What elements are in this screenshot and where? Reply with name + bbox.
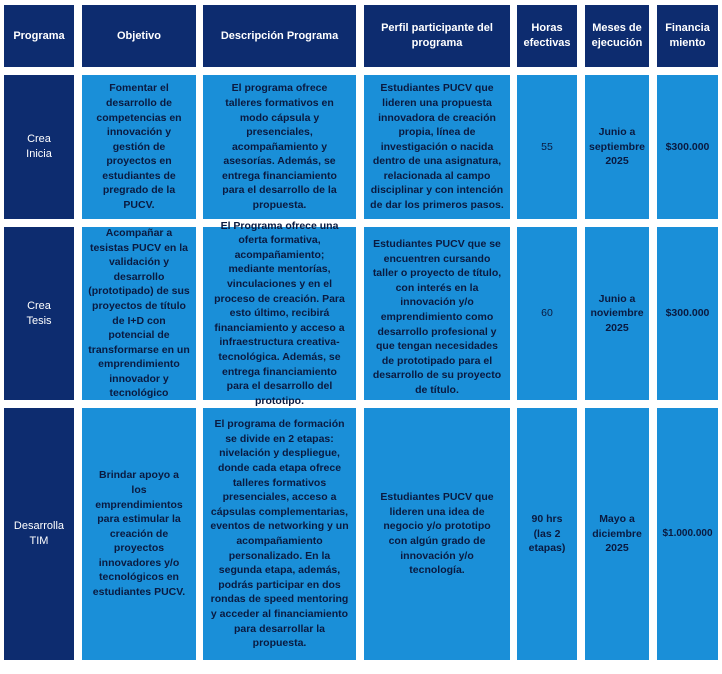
header-meses: Meses de ejecución — [585, 5, 649, 67]
header-perfil: Perfil participante del programa — [364, 5, 510, 67]
row-programa-crea-tesis: Crea Tesis — [4, 227, 74, 400]
row-financiamiento-crea-inicia: $300.000 — [657, 75, 718, 219]
header-horas: Horas efectivas — [517, 5, 577, 67]
row-perfil-crea-tesis: Estudiantes PUCV que se encuentren cursando taller o proyecto de título, con interés en la innovación y/o emprendimiento como desarrollo profesional y que tengan necesidades de prototipado para el desarrollo de su proyecto de título. — [364, 227, 510, 400]
row-descripcion-desarrolla-tim: El programa de formación se divide en 2 etapas: nivelación y despliegue, donde cada etapa ofrece talleres formativos presenciales, acceso a cápsulas complementarias, eventos de networking y un acompañamiento personalizado. En la segunda etapa, además, podrás participar en dos rondas de speed mentoring y acceder al financiamiento para desarrollar la propuesta. — [203, 408, 356, 660]
row-meses-desarrolla-tim: Mayo a diciembre 2025 — [585, 408, 649, 660]
row-horas-desarrolla-tim: 90 hrs (las 2 etapas) — [517, 408, 577, 660]
row-objetivo-crea-inicia: Fomentar el desarrollo de competencias en innovación y gestión de proyectos en estudiantes de pregrado de la PUCV. — [82, 75, 196, 219]
header-objetivo: Objetivo — [82, 5, 196, 67]
row-perfil-crea-inicia: Estudiantes PUCV que lideren una propuesta innovadora de creación propia, línea de investigación o nacida dentro de una asignatura, relacionada al campo disciplinar y con intención de dar los primeros pasos. — [364, 75, 510, 219]
row-objetivo-desarrolla-tim: Brindar apoyo a los emprendimientos para estimular la creación de proyectos innovadores y/o tecnológicos en estudiantes PUCV. — [82, 408, 196, 660]
row-financiamiento-crea-tesis: $300.000 — [657, 227, 718, 400]
row-perfil-desarrolla-tim: Estudiantes PUCV que lideren una idea de negocio y/o prototipo con algún grado de innovación y/o tecnología. — [364, 408, 510, 660]
row-descripcion-crea-inicia: El programa ofrece talleres formativos en modo cápsula y presenciales, acompañamiento y asesorías. Además, se entrega financiamiento para el desarrollo de la propuesta. — [203, 75, 356, 219]
row-horas-crea-inicia: 55 — [517, 75, 577, 219]
row-programa-crea-inicia: Crea Inicia — [4, 75, 74, 219]
row-meses-crea-tesis: Junio a noviembre 2025 — [585, 227, 649, 400]
row-meses-crea-inicia: Junio a septiembre 2025 — [585, 75, 649, 219]
row-programa-desarrolla-tim: Desarrolla TIM — [4, 408, 74, 660]
row-descripcion-crea-tesis: El Programa ofrece una oferta formativa, acompañamiento; mediante mentorías, vinculaciones y en el proceso de creación. Para esto último, recibirá financiamiento y acceso a infraestructura creativa-tecnológica. Además, se entrega financiamiento para el desarrollo del prototipo. — [203, 227, 356, 400]
header-programa: Programa — [4, 5, 74, 67]
row-financiamiento-desarrolla-tim: $1.000.000 — [657, 408, 718, 660]
row-horas-crea-tesis: 60 — [517, 227, 577, 400]
header-descripcion: Descripción Programa — [203, 5, 356, 67]
row-objetivo-crea-tesis: Acompañar a tesistas PUCV en la validación y desarrollo (prototipado) de sus proyectos de título de I+D con potencial de transformarse en un emprendimiento innovador y tecnológico — [82, 227, 196, 400]
header-financiamiento: Financia miento — [657, 5, 718, 67]
